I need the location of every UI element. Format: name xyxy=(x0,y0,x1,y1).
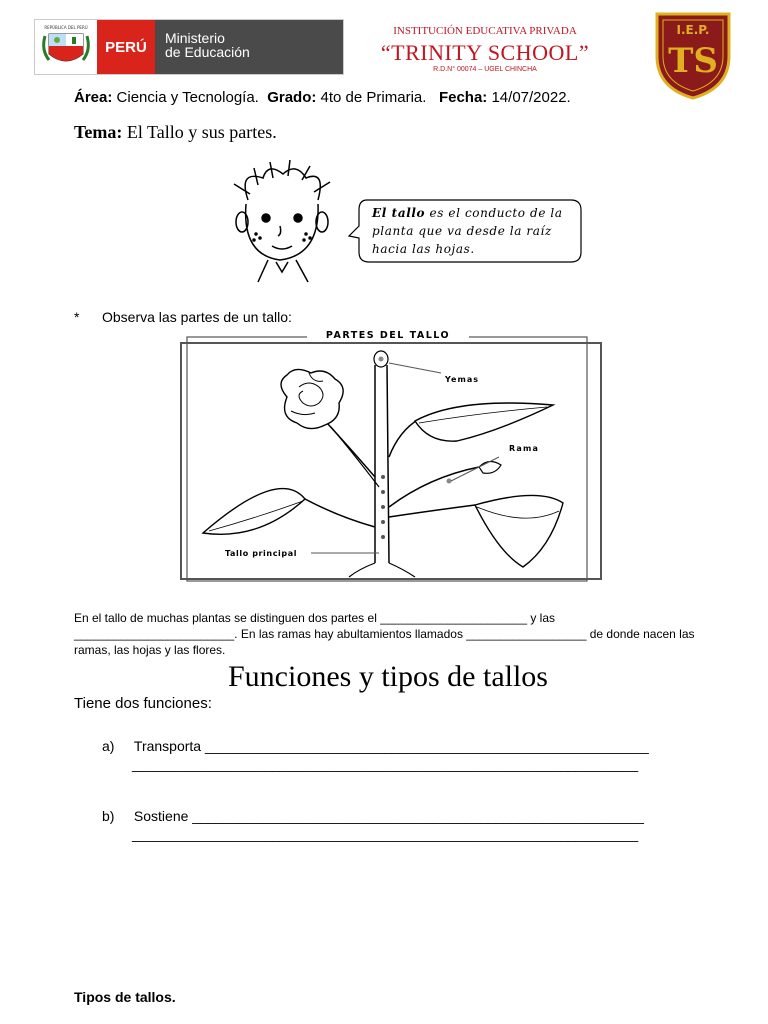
peru-coat-of-arms-icon xyxy=(35,20,97,74)
bullet-star: * xyxy=(74,309,80,325)
iep-shield-icon xyxy=(653,10,733,100)
meta-line xyxy=(74,89,571,106)
shield-monogram: TS xyxy=(668,41,718,81)
item-b xyxy=(102,808,644,824)
fecha-label: Fecha: xyxy=(438,89,488,106)
ministry-logo xyxy=(34,19,344,75)
school-name: “TRINITY SCHOOL” xyxy=(380,40,590,65)
ministry-line1: Ministerio xyxy=(165,30,225,46)
bubble-text xyxy=(372,204,580,258)
topic-line xyxy=(74,122,277,143)
bubble-bold: El tallo xyxy=(372,206,426,220)
tema-value: El Tallo y sus partes. xyxy=(126,122,277,142)
school-kind: INSTITUCIÓN EDUCATIVA PRIVADA xyxy=(393,25,577,37)
grado-value: 4to de Primaria. xyxy=(320,89,427,106)
item-b-blank2: _________________________________________________________________ xyxy=(132,826,639,842)
ministry-label xyxy=(155,20,343,74)
section-title: Funciones y tipos de tallos xyxy=(228,660,548,693)
area-label: Área: xyxy=(74,89,113,106)
tipos-heading: Tipos de tallos. xyxy=(74,989,176,1005)
observe-line xyxy=(74,309,292,325)
figure-title: PARTES DEL TALLO xyxy=(325,330,451,341)
fecha-value: 14/07/2022. xyxy=(491,89,571,106)
bubble-rest: es el conducto de la planta que va desde la raíz hacia las hojas. xyxy=(372,206,563,256)
item-a-blank2: _________________________________________________________________ xyxy=(132,756,639,772)
plant-figure xyxy=(179,327,603,585)
svg-text:REPÚBLICA DEL PERÚ: REPÚBLICA DEL PERÚ xyxy=(44,25,88,30)
boy-drawing xyxy=(218,160,353,285)
shield-text: I.E.P. xyxy=(676,23,710,37)
label-tallo-principal: Tallo principal xyxy=(225,549,298,558)
item-b-label: Sostiene xyxy=(133,808,189,824)
item-a-marker: a) xyxy=(102,738,115,754)
area-value: Ciencia y Tecnología. xyxy=(116,89,259,106)
item-a-label: Transporta xyxy=(133,738,202,754)
label-yemas: Yemas xyxy=(445,375,479,384)
functions-intro: Tiene dos funciones: xyxy=(74,695,212,712)
tema-label: Tema: xyxy=(74,122,123,142)
grado-label: Grado: xyxy=(267,89,317,106)
ministry-line2: de Educación xyxy=(165,44,250,60)
item-a-blank1: _________________________________________________________ xyxy=(204,738,649,754)
observe-text: Observa las partes de un tallo: xyxy=(102,309,292,325)
label-rama: Rama xyxy=(509,444,540,453)
fill-in-paragraph: En el tallo de muchas plantas se distinguen dos partes el ______________________ y las ________________________. En las ramas hay abultamientos llamados __________________ de donde nacen las ramas, las hojas y las flores. xyxy=(74,611,695,657)
peru-label: PERÚ xyxy=(97,20,155,74)
school-resolution: R.D.N° 00074 – UGEL CHINCHA xyxy=(433,66,537,73)
item-b-blank1: __________________________________________________________ xyxy=(192,808,644,824)
item-a xyxy=(102,738,649,754)
item-b-marker: b) xyxy=(102,808,115,824)
